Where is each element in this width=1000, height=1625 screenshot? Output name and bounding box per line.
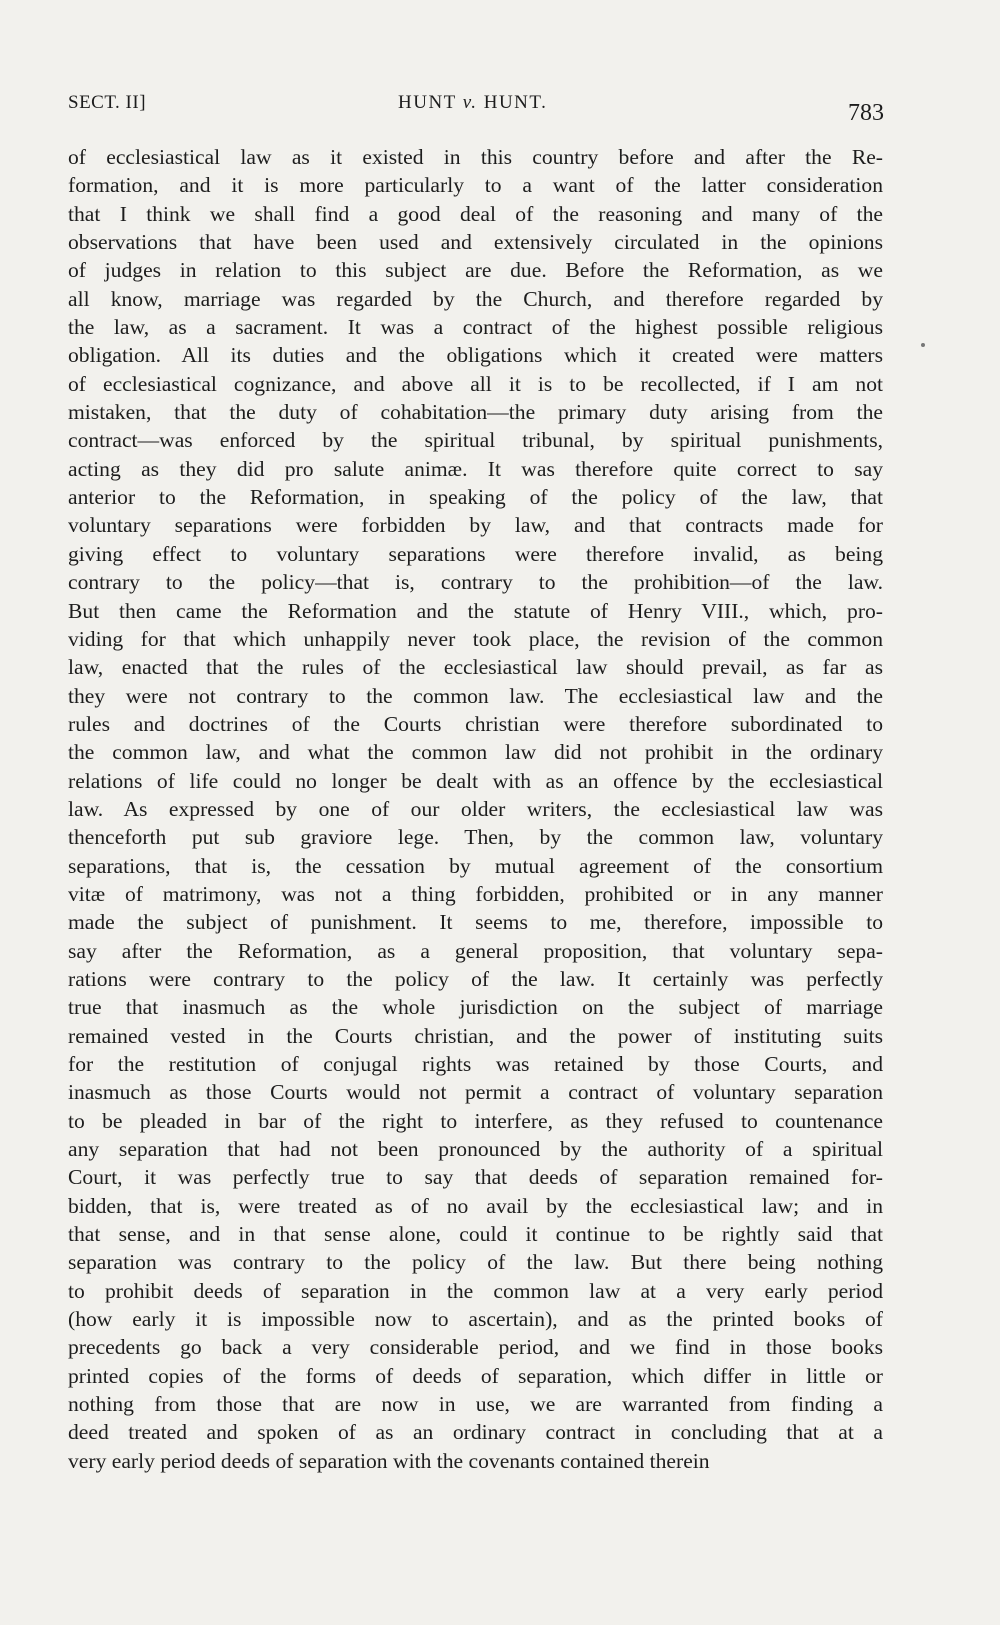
text-line: bidden, that is, were treated as of no avail by the ecclesiastical law; and in: [68, 1193, 883, 1218]
text-line: printed copies of the forms of deeds of separation, which differ in little or: [68, 1363, 883, 1388]
text-line: thenceforth put sub graviore lege. Then, by the common law, voluntary: [68, 825, 883, 850]
text-line: remained vested in the Courts christian, and the power of instituting suits: [68, 1023, 883, 1048]
text-line: the common law, and what the common law did not prohibit in the ordinary: [68, 740, 883, 765]
text-line: viding for that which unhappily never took place, the revision of the common: [68, 626, 883, 651]
text-line: to be pleaded in bar of the right to interfere, as they refused to countenance: [68, 1108, 883, 1133]
text-line: they were not contrary to the common law. The ecclesiastical law and the: [68, 683, 883, 708]
text-line: (how early it is impossible now to ascertain), and as the printed books of: [68, 1307, 883, 1332]
text-line: inasmuch as those Courts would not permit a contract of voluntary separation: [68, 1080, 883, 1105]
text-line: to prohibit deeds of separation in the common law at a very early period: [68, 1278, 883, 1303]
section-label: SECT. II]: [68, 92, 147, 113]
text-line: very early period deeds of separation with the covenants contained therein: [68, 1448, 710, 1473]
text-line: for the restitution of conjugal rights was retained by those Courts, and: [68, 1052, 883, 1076]
text-line: contract—was enforced by the spiritual tribunal, by spiritual punishments,: [68, 428, 883, 453]
text-line: rations were contrary to the policy of the law. It certainly was perfectly: [68, 966, 883, 991]
text-line: any separation that had not been pronounced by the authority of a spiritual: [68, 1137, 883, 1162]
text-line: vitæ of matrimony, was not a thing forbidden, prohibited or in any manner: [68, 881, 883, 906]
text-line: giving effect to voluntary separations were therefore invalid, as being: [68, 541, 883, 566]
running-title-versus: v.: [462, 92, 478, 113]
running-title: [398, 92, 547, 114]
text-line: relations of life could no longer be dealt with as an offence by the ecclesiastical: [68, 768, 883, 793]
text-line: precedents go back a very considerable period, and we find in those books: [68, 1335, 883, 1360]
running-title-left: HUNT: [398, 92, 457, 113]
text-line: nothing from those that are now in use, we are warranted from finding a: [68, 1392, 883, 1417]
text-line: separation was contrary to the policy of the law. But there being nothing: [68, 1250, 883, 1275]
text-line: that sense, and in that sense alone, could it continue to be rightly said that: [68, 1222, 883, 1247]
text-line: deed treated and spoken of as an ordinary contract in concluding that at a: [68, 1420, 883, 1445]
running-title-right: HUNT.: [483, 92, 548, 113]
text-line: true that inasmuch as the whole jurisdiction on the subject of marriage: [68, 995, 883, 1020]
text-line: say after the Reformation, as a general proposition, that voluntary sepa-: [68, 938, 883, 963]
page-number: 783: [848, 100, 884, 126]
text-line: contrary to the policy—that is, contrary to the prohibition—of the law.: [68, 570, 883, 595]
page-speck: [921, 343, 925, 347]
text-line: voluntary separations were forbidden by law, and that contracts made for: [68, 513, 883, 538]
text-line: the law, as a sacrament. It was a contract of the highest possible religious: [68, 315, 883, 340]
text-line: Court, it was perfectly true to say that deeds of separation remained for-: [68, 1165, 883, 1190]
text-line: of ecclesiastical law as it existed in this country before and after the Re-: [68, 145, 883, 169]
text-line: of ecclesiastical cognizance, and above all it is to be recollected, if I am not: [68, 371, 883, 396]
text-line: made the subject of punishment. It seems to me, therefore, impossible to: [68, 910, 883, 935]
text-line: law. As expressed by one of our older writers, the ecclesiastical law was: [68, 796, 883, 821]
text-line: rules and doctrines of the Courts christian were therefore subordinated to: [68, 711, 883, 736]
text-line: mistaken, that the duty of cohabitation—the primary duty arising from the: [68, 400, 883, 425]
text-line: anterior to the Reformation, in speaking of the policy of the law, that: [68, 485, 883, 510]
text-line: acting as they did pro salute animæ. It was therefore quite correct to say: [68, 456, 883, 481]
text-line: separations, that is, the cessation by mutual agreement of the consortium: [68, 853, 883, 878]
body-text: [68, 143, 883, 1475]
text-line: all know, marriage was regarded by the Church, and therefore regarded by: [68, 286, 883, 311]
text-line: of judges in relation to this subject are due. Before the Reformation, as we: [68, 258, 883, 283]
text-line: obligation. All its duties and the obligations which it created were matters: [68, 343, 883, 368]
text-line: that I think we shall find a good deal of the reasoning and many of the: [68, 201, 883, 226]
text-line: law, enacted that the rules of the ecclesiastical law should prevail, as far as: [68, 655, 883, 680]
text-line: formation, and it is more particularly to a want of the latter consideration: [68, 173, 883, 198]
text-line: But then came the Reformation and the statute of Henry VIII., which, pro-: [68, 598, 883, 623]
running-header: [68, 88, 884, 128]
text-line: observations that have been used and extensively circulated in the opinions: [68, 230, 883, 255]
